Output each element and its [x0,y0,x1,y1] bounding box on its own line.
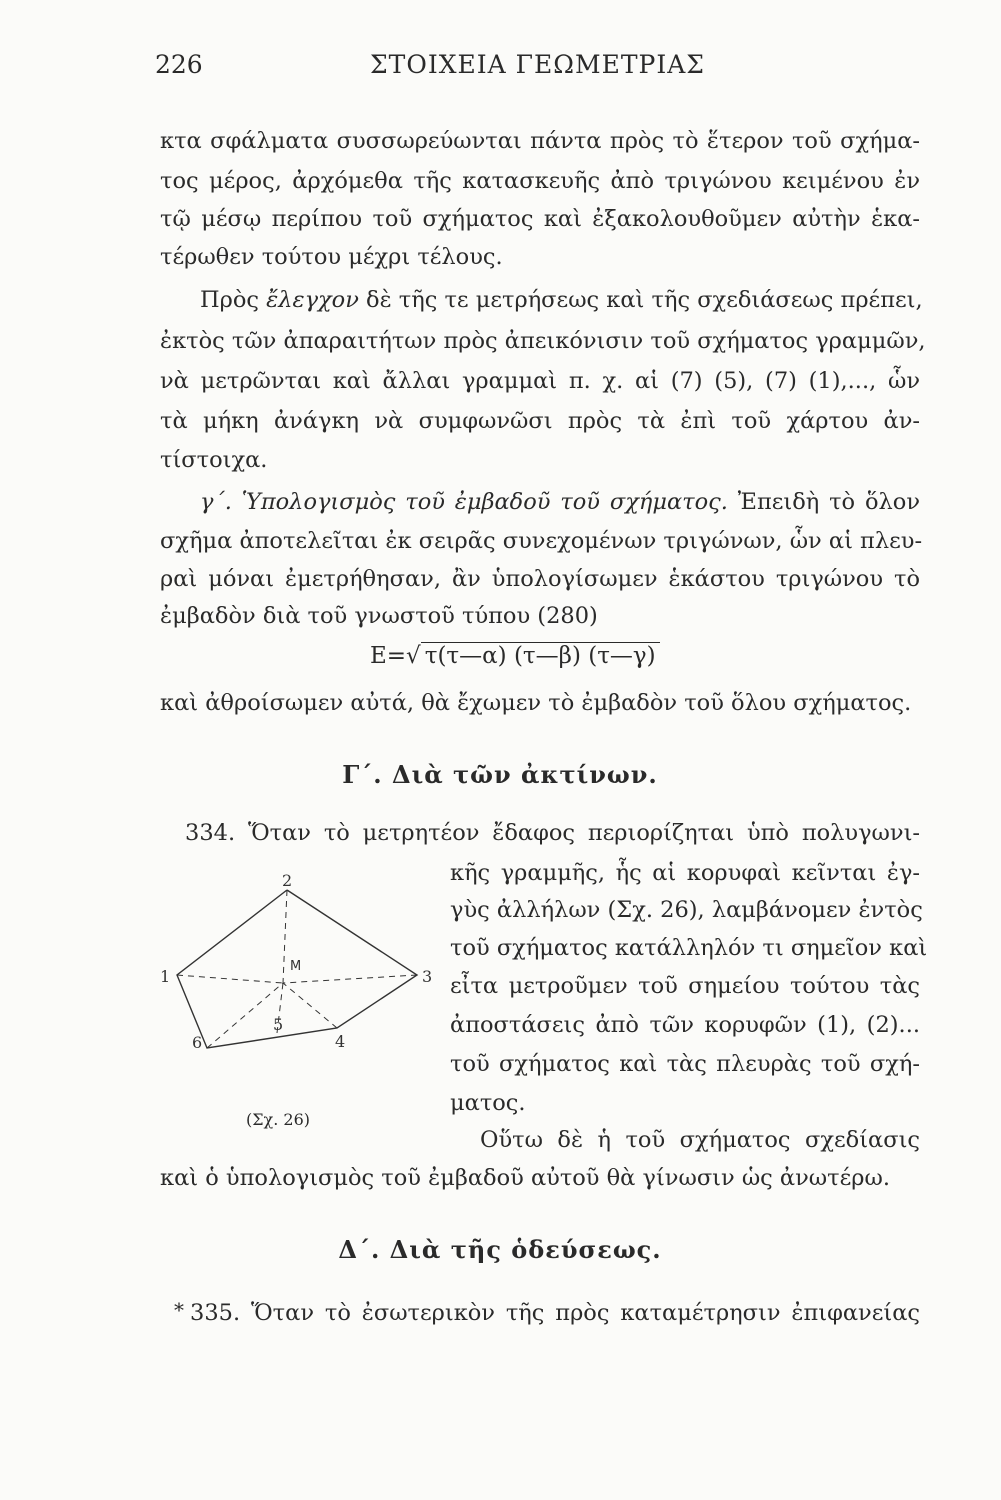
vertex-label-6: 6 [192,1033,203,1050]
section-heading-gamma: Γ΄. Διὰ τῶν ἀκτίνων. [342,760,658,789]
text-line: ἐμβαδὸν διὰ τοῦ γνωστοῦ τύπου (280) [160,603,598,629]
text-span: Ἐπειδὴ τὸ ὅλον [737,489,920,515]
text-line [200,489,920,515]
text-line: εἶτα μετροῦμεν τοῦ σημείου τούτου τὰς [450,973,920,999]
text-line: τέρωθεν τούτου μέχρι τέλους. [160,244,503,270]
text-line: γὺς ἀλλήλων (Σχ. 26), λαμβάνομεν ἐντὸς [450,897,923,923]
asterisk-mark: * [174,1298,184,1322]
text-line [200,287,923,313]
text-line: τὰ μήκη ἀνάγκη νὰ συμφωνῶσι πρὸς τὰ ἐπὶ τοῦ χάρτου ἀν- [160,408,920,434]
vertex-label-3: 3 [422,967,433,986]
text-line: Οὕτω δὲ ἡ τοῦ σχήματος σχεδίασις [480,1127,920,1153]
text-line: ραὶ μόναι ἐμετρήθησαν, ἂν ὑπολογίσωμεν ἑκάστου τριγώνου τὸ [160,566,920,592]
text-line: 335. Ὅταν τὸ ἐσωτερικὸν τῆς πρὸς καταμέτρησιν ἐπιφανείας [190,1300,920,1326]
area-formula [370,642,660,669]
page-header [155,50,925,90]
text-line: κτα σφάλματα συσσωρεύωνται πάντα πρὸς τὸ ἕτερον τοῦ σχήμα- [160,128,920,154]
text-line: 334. Ὅταν τὸ μετρητέον ἔδαφος περιορίζηται ὑπὸ πολυγωνι- [185,820,920,846]
text-line: τος μέρος, ἀρχόμεθα τῆς κατασκευῆς ἀπὸ τριγώνου κειμένου ἐν [160,168,920,194]
text-line: ἀποστάσεις ἀπὸ τῶν κορυφῶν (1), (2)... [450,1012,920,1038]
text-line: καὶ ἀθροίσωμεν αὐτά, θὰ ἔχωμεν τὸ ἐμβαδὸν τοῦ ὅλου σχήματος. [160,690,912,716]
text-span: δὲ τῆς τε μετρήσεως καὶ τῆς σχεδιάσεως πρέπει, [366,287,923,313]
vertex-label-1: 1 [160,967,171,986]
text-line: τίστοιχα. [160,447,268,473]
text-line: τῷ μέσῳ περίπου τοῦ σχήματος καὶ ἐξακολουθοῦμεν αὐτὴν ἑκα- [160,206,920,232]
center-label-m: M [290,959,302,974]
text-line: τοῦ σχήματος καὶ τὰς πλευρὰς τοῦ σχή- [450,1051,920,1077]
text-line: νὰ μετρῶνται καὶ ἄλλαι γραμμαὶ π. χ. αἱ (7) (5), (7) (1),..., ὧν [160,368,920,394]
radius-line-2 [283,890,287,983]
figure-caption: (Σχ. 26) [246,1110,311,1129]
formula-lhs: E=√ [370,643,421,669]
word: Πρὸς [200,287,259,313]
figure-26-pentagon [150,870,440,1050]
formula-radicand: τ(τ—α) (τ—β) (τ—γ) [421,642,660,669]
page-number: 226 [155,50,203,79]
running-title: ΣΤΟΙΧΕΙΑ ΓΕΩΜΕΤΡΙΑΣ [370,50,705,79]
vertex-label-2: 2 [282,871,293,890]
text-line: ἐκτὸς τῶν ἀπαραιτήτων πρὸς ἀπεικόνισιν τοῦ σχήματος γραμμῶν, [160,328,926,354]
text-line: ματος. [450,1090,526,1116]
radius-line-3 [283,975,417,983]
text-line: καὶ ὁ ὑπολογισμὸς τοῦ ἐμβαδοῦ αὐτοῦ θὰ γίνωσιν ὡς ἀνωτέρω. [160,1165,890,1191]
vertex-label-5: 5 [273,1015,284,1034]
radius-line-1 [177,975,283,983]
italic-term: ἔλεγχον [266,287,359,313]
text-line: σχῆμα ἀποτελεῖται ἐκ σειρᾶς συνεχομένων τριγώνων, ὧν αἱ πλευ- [160,528,923,554]
text-line: κῆς γραμμῆς, ἧς αἱ κορυφαὶ κεῖνται ἐγ- [450,860,920,886]
subsection-heading: γ΄. Ὑπολογισμὸς τοῦ ἐμβαδοῦ τοῦ σχήματος. [200,489,728,515]
section-heading-delta: Δ΄. Διὰ τῆς ὁδεύσεως. [338,1235,662,1264]
text-line: τοῦ σχήματος κατάλληλόν τι σημεῖον καὶ [450,935,928,961]
radius-line-4 [283,983,337,1028]
vertex-label-4: 4 [335,1032,346,1050]
